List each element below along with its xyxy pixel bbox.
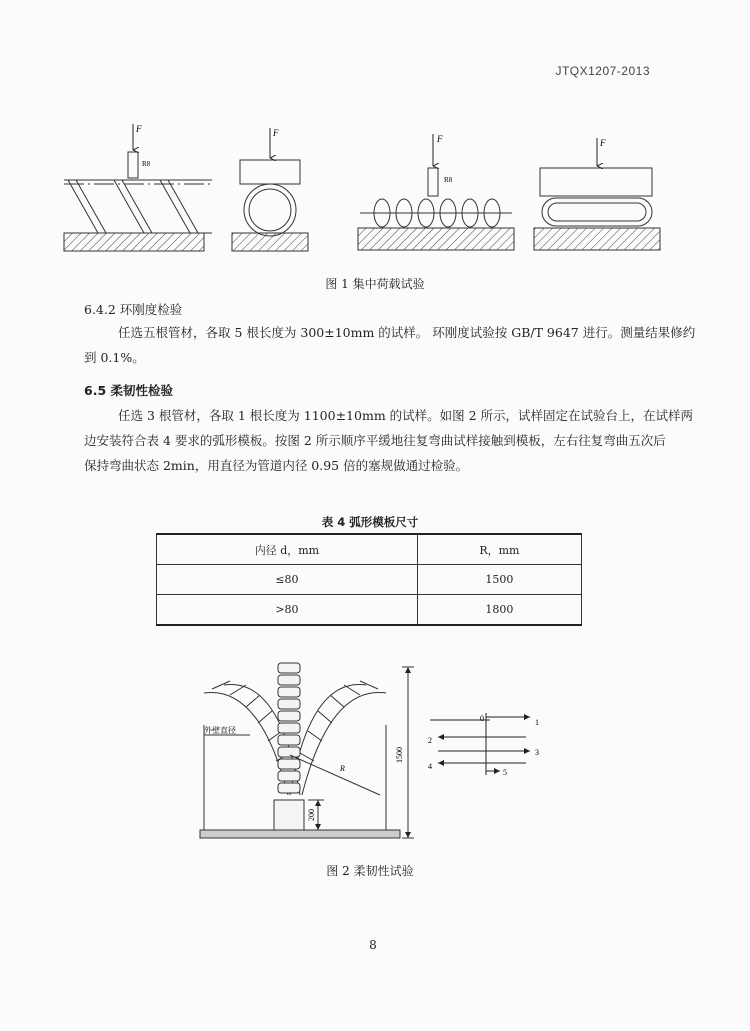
sequence-4: 4 (428, 762, 432, 771)
fig1-radius-label-1: R8 (142, 160, 151, 168)
fig1-force-label-2: F (273, 128, 279, 138)
document-code: JTQX1207-2013 (555, 64, 650, 78)
fig1-force-label-3: F (437, 134, 443, 144)
figure1-concentrated-load-diagram (60, 118, 670, 266)
table-cell: ≤80 (157, 565, 418, 595)
sequence-5: 5 (503, 768, 507, 777)
table4-arc-template-sizes (156, 533, 582, 626)
sequence-2: 2 (428, 736, 432, 745)
view1-side-pipe (64, 124, 212, 251)
fig1-radius-label-2: R8 (444, 176, 453, 184)
table-cell: 1500 (417, 565, 581, 595)
table-cell: 1800 (417, 595, 581, 626)
table-header-inner-diameter: 内径 d，mm (157, 534, 418, 565)
view4-compressed-pipe (534, 138, 660, 250)
section-6-5-line3: 保持弯曲状态 2min，用直径为管道内径 0.95 倍的塞规做通过检验。 (84, 458, 469, 473)
table-header-radius: R，mm (417, 534, 581, 565)
section-6-5-heading: 6.5 柔韧性检验 (84, 383, 173, 398)
dimension-1500: 1500 (395, 747, 404, 763)
sequence-1: 1 (535, 718, 539, 727)
label-radius: R (340, 764, 345, 773)
vertical-test-pipe (274, 663, 304, 830)
section-6-5-line2: 边安装符合表 4 要求的弧形模板。按图 2 所示顺序平缓地往复弯曲试样接触到模板，左右往复弯曲五次后 (84, 433, 666, 448)
sequence-3: 3 (535, 748, 539, 757)
table-header-row (157, 534, 582, 565)
dimension-200: 200 (307, 809, 316, 821)
section-6-4-2-line1: 任选五根管材，各取 5 根长度为 300±10mm 的试样。 环刚度试验按 GB/T 9647 进行。测量结果修约 (118, 325, 696, 340)
table4-caption: 表 4 弧形模板尺寸 (321, 515, 419, 529)
section-6-4-2-heading: 6.4.2 环刚度检验 (84, 302, 183, 317)
view3-segmented-pipe (358, 134, 514, 250)
sequence-0: 0 (480, 714, 484, 723)
section-6-5-line1: 任选 3 根管材，各取 1 根长度为 1100±10mm 的试样。如图 2 所示，试样固定在试验台上，在试样两 (118, 408, 694, 423)
table-row (157, 595, 582, 626)
fig1-force-label-4: F (600, 138, 606, 148)
label-outer-diameter: 外壁直径 (204, 726, 236, 735)
figure1-caption: 图 1 集中荷载试验 (325, 277, 425, 291)
fig1-force-label-1: F (136, 124, 142, 134)
table-cell: >80 (157, 595, 418, 626)
right-arc-template (290, 681, 386, 795)
figure2-caption: 图 2 柔韧性试验 (326, 864, 414, 878)
table-row (157, 565, 582, 595)
view2-ring-section (232, 128, 308, 251)
figure2-flexibility-test-diagram (190, 655, 570, 850)
section-6-4-2-line2: 到 0.1%。 (84, 350, 145, 365)
page-number: 8 (369, 938, 377, 952)
